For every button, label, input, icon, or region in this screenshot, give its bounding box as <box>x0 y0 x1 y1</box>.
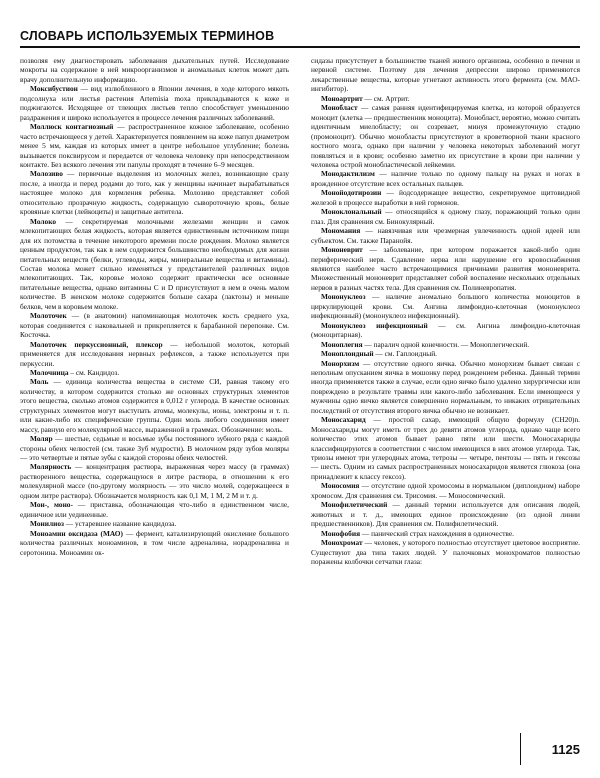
entry-term: Моноартрит <box>321 93 363 103</box>
entry-term: Моль <box>30 377 49 387</box>
entry-term: Монодактилизм <box>321 169 375 179</box>
dictionary-entry <box>311 529 580 538</box>
dictionary-entry <box>20 122 289 169</box>
entry-definition: — йодсодержащее вещество, секретируемое щитовидной железой в процессе выработки в ней гормонов. <box>311 188 580 207</box>
dictionary-entry <box>20 519 289 528</box>
entry-definition: — устаревшее название кандидоза. <box>63 519 177 529</box>
dictionary-entry <box>20 377 289 434</box>
entry-term: Молочница <box>30 367 69 377</box>
dictionary-entry <box>311 226 580 245</box>
entry-term: Монилиоз <box>30 519 64 529</box>
entry-definition: — см. Ангина лимфоидно-клеточная (моноцитарная). <box>311 320 580 340</box>
entry-term: Моносахарид <box>321 415 366 425</box>
dictionary-entry <box>311 500 580 528</box>
entry-definition: — человек, у которого полностью отсутствует цветовое восприятие. Существуют два типа таких людей. У палочковых монохроматов полностью поражены колбочки сетчатки глаза: <box>311 538 580 567</box>
dictionary-entry <box>311 207 580 226</box>
entry-definition: — самая ранняя идентифицируемая клетка, из которой образуется моноцит (клетка — предшественник моноцита). Монобласт, вероятно, можно считать идентичным миелобласту; он созревает, минуя промежуточную стадию (промоноцит). Обычно монобласты присутствуют в кроветворной ткани красного костного мозга, однако при наличии у человека некоторых заболеваний могут появляться и в крови; особенно заметно их присутствие в крови при наличии у человека острой монобластической лейкемии. <box>311 103 580 169</box>
dictionary-entry <box>20 529 289 557</box>
dictionary-entry <box>311 415 580 481</box>
entry-definition: — относящийся к одному глазу, поражающий только один глаз. Для сравнения см. Бинокулярный. <box>311 207 580 226</box>
entry-definition: — вид излюбленного в Японии лечения, в ходе которого мякоть подсолнуха или листья растения Artemisia moxa прикладываются к коже и поджигаются. Исходящее от тлеющих листьев тепло способствует уменьшению раздражения и широко используется в процессе лечения различных заболеваний. <box>20 84 289 122</box>
entry-term: Мономания <box>321 226 361 236</box>
entry-definition: — фермент, катализирующий окисление большого количества различных моноаминов, в том числе адреналина, норадреналина и серотонина. Моноамин ок- <box>20 528 289 557</box>
entry-term: Монобласт <box>321 103 358 113</box>
entry-definition: — шестые, седьмые и восьмые зубы постоянного зубного ряда с каждой стороны обеих челюстей (см. также Зуб мудрости). В молочном ряду зубов моляры — это четвертые и пятые зубы с каждой стороны обеих челюстей. <box>20 434 289 463</box>
entry-term: Мононуклеоз <box>321 292 366 302</box>
entry-definition: — приставка, обозначающая что-либо в единственном числе, единичное или уединенные. <box>20 500 289 519</box>
entry-definition: — распространенное кожное заболевание, особенно часто встречающееся у детей. Характеризуется появлением на коже папул диаметром менее 5 мм, каждая из которых имеет в центре небольшое углубление; болезнь вызывается поксвирусом и передается от человека человеку при непосредственном контакте. Без всякого лечения эти папулы проходят в течение 6–9 месяцев. <box>20 122 289 169</box>
entry-term: Моносомия <box>321 481 360 491</box>
entry-term: Моноплегия <box>321 339 363 349</box>
dictionary-entry <box>311 103 580 169</box>
entry-term: Монофобия <box>321 528 361 538</box>
dictionary-entry <box>311 359 580 416</box>
dictionary-entry <box>311 349 580 358</box>
dictionary-entry <box>20 56 289 84</box>
entry-term: Мононуклеоз инфекционный <box>321 320 428 330</box>
entry-term: Моноклональный <box>321 207 382 217</box>
dictionary-entry <box>20 434 289 462</box>
entry-definition: — небольшой молоток, который применяется для исследования нервных рефлексов, а также используется при перкуссии. <box>20 339 289 368</box>
dictionary-entry <box>311 538 580 566</box>
header-title: СЛОВАРЬ ИСПОЛЬЗУЕМЫХ ТЕРМИНОВ <box>20 29 275 43</box>
entry-term: Мононеврит <box>321 245 363 255</box>
page-number-rule <box>520 733 521 765</box>
running-header <box>20 20 580 48</box>
dictionary-entry <box>311 292 580 320</box>
dictionary-entry <box>311 56 580 94</box>
entry-term: Молозиво <box>30 169 63 179</box>
entry-definition: — первичные выделения из молочных желез, возникающие сразу после, а иногда и перед родами до того, как у женщины начинает вырабатываться настоящее молоко для кормления ребенка. Молозиво представляет собой относительно прозрачную жидкость, содержащую сывороточную кровь, белые кровяные клетки (лейкоциты) и защитные антитела. <box>20 169 289 217</box>
dictionary-entry <box>20 500 289 519</box>
dictionary-entry <box>311 169 580 188</box>
entry-definition: — см. Артрит. <box>362 93 410 103</box>
entry-definition: — отсутствие одного яичка. Обычно монорхизм бывает связан с неполным опусканием яичка в мошонку перед рождением ребенка. Данный термин иногда применяется также в случае, если одно яичко было удалено хирургически или повреждено в результате травмы или какого-либо заболевания. Если имеющееся у мужчины одно яичко является совершенно нормальным, то никаких отрицательных последствий от отсутствия второго яичка обычно не возникает. <box>311 358 580 415</box>
entry-definition: — секретируемая молочными железами женщин и самок млекопитающих белая жидкость, которая является единственным источником пищи для их потомства в течение некоторого времени после рождения. Молоко является ценным продуктом, так как в нем содержится большинство необходимых для жизни питательных веществ (белки, углеводы, жиры, минеральные вещества и витамины). Состав молока может сильно изменяться у представителей различных видов млекопитающих. Так, коровье молоко содержит практически все основные питательные вещества, однако витамины С и D присутствуют в нем в очень малом количестве. В женском молоке содержится больше сахара (лактозы) и меньше белков, чем в коровьем молоке. <box>20 216 289 311</box>
entry-term: Молярность <box>30 462 72 472</box>
page-number: 1125 <box>551 742 580 757</box>
dictionary-entry <box>311 245 580 292</box>
entry-term: Мон-, моно- <box>30 500 73 510</box>
page-number-box <box>520 733 580 765</box>
entry-definition: — отсутствие одной хромосомы в нормальном (диплоидном) наборе хромосом. Для сравнения см. Трисомия. — Моносомический. <box>311 481 580 500</box>
entry-term: Моксибустион <box>30 84 78 94</box>
dictionary-entry <box>311 94 580 103</box>
entry-definition: — простой сахар, имеющий общую формулу (CH20)n. Моносахариды могут иметь от трех до девяти атомов углерода, однако чаще всего количество этих атомов бывает равно пяти или шести. Моносахариды классифицируются в соответствии с числом имеющихся в них атомов углерода. Так, триозы имеют три углеродных атома, тетрозы — четыре, пентозы — пять и гексозы — шесть. Одним из самых распространенных моносахаридов является глюкоза (она принадлежит к классу гексоз). <box>311 415 580 481</box>
dictionary-entry <box>20 217 289 312</box>
entry-definition: сидазы присутствует в большинстве тканей живого организма, особенно в печени и нервной системе. Поэтому для лечения депрессии широко применяются лекарственные вещества, которые угнетают активность этого фермента (см. МАО-ингибитор). <box>311 56 580 94</box>
dictionary-entry <box>311 188 580 207</box>
entry-term: Моноплоидный <box>321 349 374 359</box>
entry-definition: — паралич одной конечности. — Моноплегический. <box>362 339 530 349</box>
dictionary-entry <box>20 368 289 377</box>
dictionary-entry <box>311 340 580 349</box>
entry-definition: — концентрация раствора, выраженная через массу (в граммах) растворенного вещества, содержащуюся в литре раствора, в отношении к его молекулярной массе (по-другому молярность — это число молей, содержащееся в одном литре раствора). Обозначается молярность как 0,1 М, 1 М, 2 М и т. д. <box>20 462 289 500</box>
entry-term: Моляр <box>30 434 53 444</box>
entry-definition: – см. Кандидоз. <box>68 367 120 377</box>
dictionary-entry <box>20 462 289 500</box>
entry-term: Моноамин оксидаза (МАО) <box>30 528 123 538</box>
entry-term: Молоточек <box>30 311 67 321</box>
entry-definition: — единица количества вещества в системе СИ, равная такому его количеству, в котором содержится столько же основных структурных элементов этого вещества, сколько атомов содержится в 0,012 г углерода. В качестве основных структурных элементов могут выступать атомы, молекулы, ионы, электроны и т. п. или какие-либо их специфические группы. Один моль любого соединения имеет массу, равную его молекулярной массе, выраженной в граммах. Обозначение: моль. <box>20 377 289 434</box>
entry-definition: — наличие только по одному пальцу на руках и ногах в врожденное отсутствие всех остальных пальцев. <box>311 169 580 188</box>
entry-definition: — панический страх нахождения в одиночестве. <box>360 528 514 538</box>
dictionary-entry <box>311 481 580 500</box>
entry-term: Моллюск контагиозный <box>30 122 114 132</box>
entry-term: Монохромат <box>321 538 363 548</box>
entry-definition: — см. Гаплоидный. <box>373 349 437 359</box>
entry-term: Монофилетический <box>321 500 388 510</box>
entry-definition: позволяя ему диагностировать заболевания дыхательных путей. Исследование мокроты на содержание в ней микроорганизмов и аномальных клеток может дать врачу дополнительную информацию. <box>20 56 289 84</box>
dictionary-entry <box>20 169 289 216</box>
right-column <box>311 56 580 720</box>
left-column <box>20 56 289 720</box>
dictionary-entry <box>20 340 289 368</box>
entry-term: Молоко <box>30 216 57 226</box>
entry-term: Монойодотирозин <box>321 188 382 198</box>
entry-term: Молоточек перкуссионный, плексор <box>30 339 163 349</box>
entry-term: Монорхизм <box>321 358 360 368</box>
entry-definition: — данный термин используется для описания людей, животных и т. д., имеющих единое происхождение (из одной линии предшественников). Для сравнения см. Полифилетический. <box>311 500 580 529</box>
entry-definition: — (в анатомии) напоминающая молоточек кость среднего уха, которая соединяется с наковальней и прикрепляется к барабанной перепонке. См. Косточка. <box>20 311 289 340</box>
entry-definition: — наличие аномально большого количества моноцитов в циркулирующей крови. См. Ангина лимфоидно-клеточная (мононуклеоз инфекционный) (мононуклеоз инфекционный). <box>311 292 580 321</box>
entry-definition: — заболевание, при котором поражается какой-либо один периферический нерв. Сдавление нерва или нарушение его кровоснабжения являются наиболее часто встречающимися причинами развития мононеврита. Множественный мононеврит представляет собой воспаление нескольких отдельных нервов в разных частях тела. Для сравнения см. Полиневропатия. <box>311 245 580 292</box>
dictionary-entry <box>20 84 289 122</box>
entry-definition: — навязчивая или чрезмерная увлеченность одной идеей или субъектом. См. также Паранойя. <box>311 226 580 245</box>
dictionary-entry <box>20 311 289 339</box>
dictionary-entry <box>311 321 580 340</box>
